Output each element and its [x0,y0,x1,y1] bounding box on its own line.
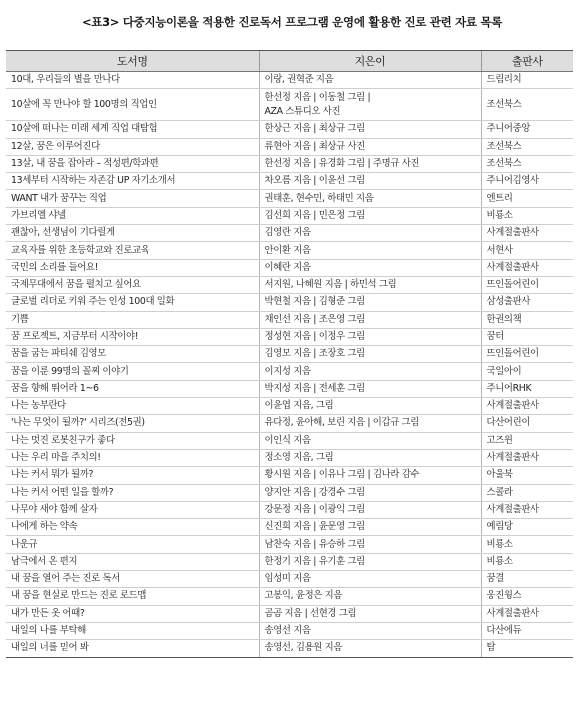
author-line: 권태훈, 현수민, 하태민 지음 [264,192,374,204]
author-line: 송영선 지음 [264,625,311,637]
table-row [6,225,573,242]
author-line: 김영모 지음 | 조장호 그림 [264,348,365,360]
book-title-cell: 기쁨 [6,311,259,328]
book-title-cell: 나는 농부란다 [6,398,259,415]
author-line: 곰곰 지음 | 선현경 그림 [264,607,357,619]
author-line: 유다정, 윤아해, 보린 지음 | 이갑규 그림 [264,417,419,429]
publisher-cell: 웅진윙스 [481,588,573,605]
book-title-cell: 10살에 떠나는 미래 세계 직업 대탐험 [6,121,259,138]
author-cell [259,640,481,657]
book-title-cell: 나는 멋진 로봇친구가 좋다 [6,432,259,449]
author-line: 안이환 지음 [264,244,311,256]
publisher-cell: 삼성출판사 [481,294,573,311]
publisher-cell: 예림당 [481,519,573,536]
author-cell [259,138,481,155]
book-title-cell: '나는 무엇이 될까?' 시리즈(전5권) [6,415,259,432]
table-header [6,51,573,72]
author-line: 신진희 지음 | 윤문영 그림 [264,521,365,533]
author-line: 이윤엽 지음, 그림 [264,400,334,412]
publisher-cell: 뜨인돌어린이 [481,276,573,293]
table-row [6,484,573,501]
publisher-cell: 다산에듀 [481,622,573,639]
book-title-cell: 나에게 하는 약속 [6,519,259,536]
author-cell [259,276,481,293]
author-cell [259,588,481,605]
book-list-table [6,50,573,658]
author-cell [259,294,481,311]
author-line: 박현철 지음 | 김형준 그림 [264,296,365,308]
table-row [6,121,573,138]
author-cell [259,622,481,639]
author-cell [259,605,481,622]
publisher-cell: 주니어RHK [481,380,573,397]
author-cell [259,571,481,588]
book-title-cell: 꿈을 이룬 99명의 꼴찌 이야기 [6,363,259,380]
table-row [6,363,573,380]
author-cell [259,415,481,432]
author-line: 김선희 지음 | 민은정 그림 [264,209,365,221]
publisher-cell: 다산어린이 [481,415,573,432]
author-cell [259,121,481,138]
author-cell [259,467,481,484]
author-line: 한정기 지음 | 유기훈 그림 [264,555,365,567]
book-title-cell: 교육자를 위한 초등학교와 진로교육 [6,242,259,259]
publisher-cell: 스콜라 [481,484,573,501]
book-title-cell: 13세부터 시작하는 자존감 UP 자기소개서 [6,173,259,190]
publisher-cell: 탐 [481,640,573,657]
author-line: 채인선 지음 | 조은영 그림 [264,313,365,325]
table-row [6,311,573,328]
table-row [6,432,573,449]
book-title-cell: 나무야 새야 함께 살자 [6,501,259,518]
table-row [6,622,573,639]
table-row [6,605,573,622]
publisher-cell: 꿈터 [481,328,573,345]
book-title-cell: 나는 우리 마을 주치의! [6,449,259,466]
book-title-cell: 내 꿈을 현실로 만드는 진로 로드맵 [6,588,259,605]
publisher-cell: 주니어중앙 [481,121,573,138]
author-cell [259,155,481,172]
table-row [6,294,573,311]
book-title-cell: 꿈을 향해 뛰어라 1~6 [6,380,259,397]
author-cell [259,173,481,190]
author-cell [259,501,481,518]
publisher-cell: 사계절출판사 [481,225,573,242]
author-line: 이인식 지음 [264,434,311,446]
author-cell [259,363,481,380]
publisher-cell: 서현사 [481,242,573,259]
table-row [6,190,573,207]
table-row [6,449,573,466]
table-row [6,155,573,172]
author-cell [259,398,481,415]
author-line: 강문정 지음 | 이광익 그림 [264,503,365,515]
publisher-cell: 조선북스 [481,89,573,121]
table-row [6,173,573,190]
book-title-cell: 글로벌 리더로 키워 주는 인성 100대 일화 [6,294,259,311]
author-line: 류현아 지음 | 최상규 사진 [264,140,365,152]
author-cell [259,432,481,449]
book-title-cell: 나는 커서 뭐가 될까? [6,467,259,484]
author-cell [259,89,481,121]
table-row [6,571,573,588]
book-title-cell: 10대, 우리들의 별을 만나다 [6,72,259,89]
publisher-cell: 사계절출판사 [481,501,573,518]
header-publisher: 출판사 [481,51,573,72]
publisher-cell: 드림리치 [481,72,573,89]
author-line: 송영선, 김용원 지음 [264,642,343,654]
table-row [6,501,573,518]
book-title-cell: 내일의 너를 믿어 봐 [6,640,259,657]
author-line: 이지성 지음 [264,365,311,377]
table-row [6,536,573,553]
book-title-cell: 13살, 내 꿈을 잡아라 – 적성편/학과편 [6,155,259,172]
publisher-cell: 엔트리 [481,190,573,207]
author-cell [259,72,481,89]
author-cell [259,328,481,345]
publisher-cell: 주니어김영사 [481,173,573,190]
table-row [6,380,573,397]
publisher-cell: 꿈결 [481,571,573,588]
publisher-cell: 비룡소 [481,207,573,224]
author-line: 고봉익, 윤정은 지음 [264,590,343,602]
table-row [6,259,573,276]
book-title-cell: 내 꿈을 열어 주는 진로 독서 [6,571,259,588]
author-cell [259,259,481,276]
author-line: 황시원 지음 | 이유나 그림 | 김나라 감수 [264,469,420,481]
publisher-cell: 한권의책 [481,311,573,328]
author-cell [259,380,481,397]
table-row [6,89,573,121]
table-row [6,276,573,293]
book-title-cell: 꿈을 굽는 파티쉐 김영모 [6,346,259,363]
publisher-cell: 사계절출판사 [481,449,573,466]
author-line: 남찬숙 지음 | 유승하 그림 [264,538,365,550]
author-cell [259,553,481,570]
publisher-cell: 비룡소 [481,553,573,570]
author-line: 임성미 지음 [264,573,311,585]
author-cell [259,484,481,501]
book-title-cell: 나운규 [6,536,259,553]
book-title-cell: 10살에 꼭 만나야 할 100명의 직업인 [6,89,259,121]
table-caption: <표3> 다중지능이론을 적용한 진로독서 프로그램 운영에 활용한 진로 관련 자료 목록 [81,15,503,29]
publisher-cell: 뜨인돌어린이 [481,346,573,363]
author-line: 한선정 지음 | 이동철 그림 | [264,91,371,103]
book-title-cell: 내가 만든 옷 어때? [6,605,259,622]
table-row [6,588,573,605]
publisher-cell: 국일아이 [481,363,573,380]
author-cell [259,311,481,328]
author-cell [259,346,481,363]
book-title-cell: 나는 커서 어떤 일을 할까? [6,484,259,501]
author-line: 양지안 지음 | 강경수 그림 [264,486,365,498]
book-title-cell: 12살, 꿈은 이루어진다 [6,138,259,155]
book-title-cell: 남극에서 온 편지 [6,553,259,570]
book-title-cell: 가브리엘 샤넬 [6,207,259,224]
author-line: 차오름 지음 | 이윤선 그림 [264,175,365,187]
publisher-cell: 고즈윈 [481,432,573,449]
author-cell [259,207,481,224]
publisher-cell: 사계절출판사 [481,398,573,415]
book-title-cell: WANT 내가 꿈꾸는 직업 [6,190,259,207]
author-cell [259,242,481,259]
author-line: 한상근 지음 | 최상규 그림 [264,123,365,135]
author-line: 정성현 지음 | 이정우 그림 [264,331,365,342]
publisher-cell: 조선북스 [481,138,573,155]
author-line: AZA 스튜디오 사진 [264,105,341,117]
book-title-cell: 꿈 프로젝트, 지금부터 시작이야! [6,328,259,345]
author-line: 정소영 지음, 그림 [264,452,334,464]
author-cell [259,519,481,536]
table-row [6,72,573,89]
author-cell [259,536,481,553]
author-line: 서지원, 나혜원 지음 | 하민석 그림 [264,279,397,291]
table-row [6,519,573,536]
book-title-cell: 괜찮아, 선생님이 기다릴게 [6,225,259,242]
author-cell [259,225,481,242]
author-line: 이랑, 권혁준 지음 [264,74,334,86]
table-row [6,467,573,484]
author-line: 김영란 지음 [264,227,311,239]
author-line: 박지성 지음 | 전세훈 그림 [264,382,365,394]
table-row [6,640,573,657]
table-row [6,553,573,570]
table-row [6,328,573,345]
publisher-cell: 조선북스 [481,155,573,172]
author-line: 이혜란 지음 [264,261,311,273]
author-line: 한선정 지음 | 유경화 그림 | 주명규 사진 [264,158,420,170]
book-title-cell: 국민의 소리를 들어요! [6,259,259,276]
header-row [6,51,573,72]
header-author: 지은이 [259,51,481,72]
publisher-cell: 아울북 [481,467,573,484]
publisher-cell: 비룡소 [481,536,573,553]
table-row [6,346,573,363]
table-row [6,207,573,224]
book-title-cell: 내일의 나를 부탁해 [6,622,259,639]
table-row [6,398,573,415]
table-body [6,72,573,658]
table-row [6,415,573,432]
author-cell [259,190,481,207]
publisher-cell: 사계절출판사 [481,259,573,276]
publisher-cell: 사계절출판사 [481,605,573,622]
header-title: 도서명 [6,51,259,72]
book-title-cell: 국제무대에서 꿈을 펼치고 싶어요 [6,276,259,293]
author-cell [259,449,481,466]
table-row [6,242,573,259]
table-row [6,138,573,155]
